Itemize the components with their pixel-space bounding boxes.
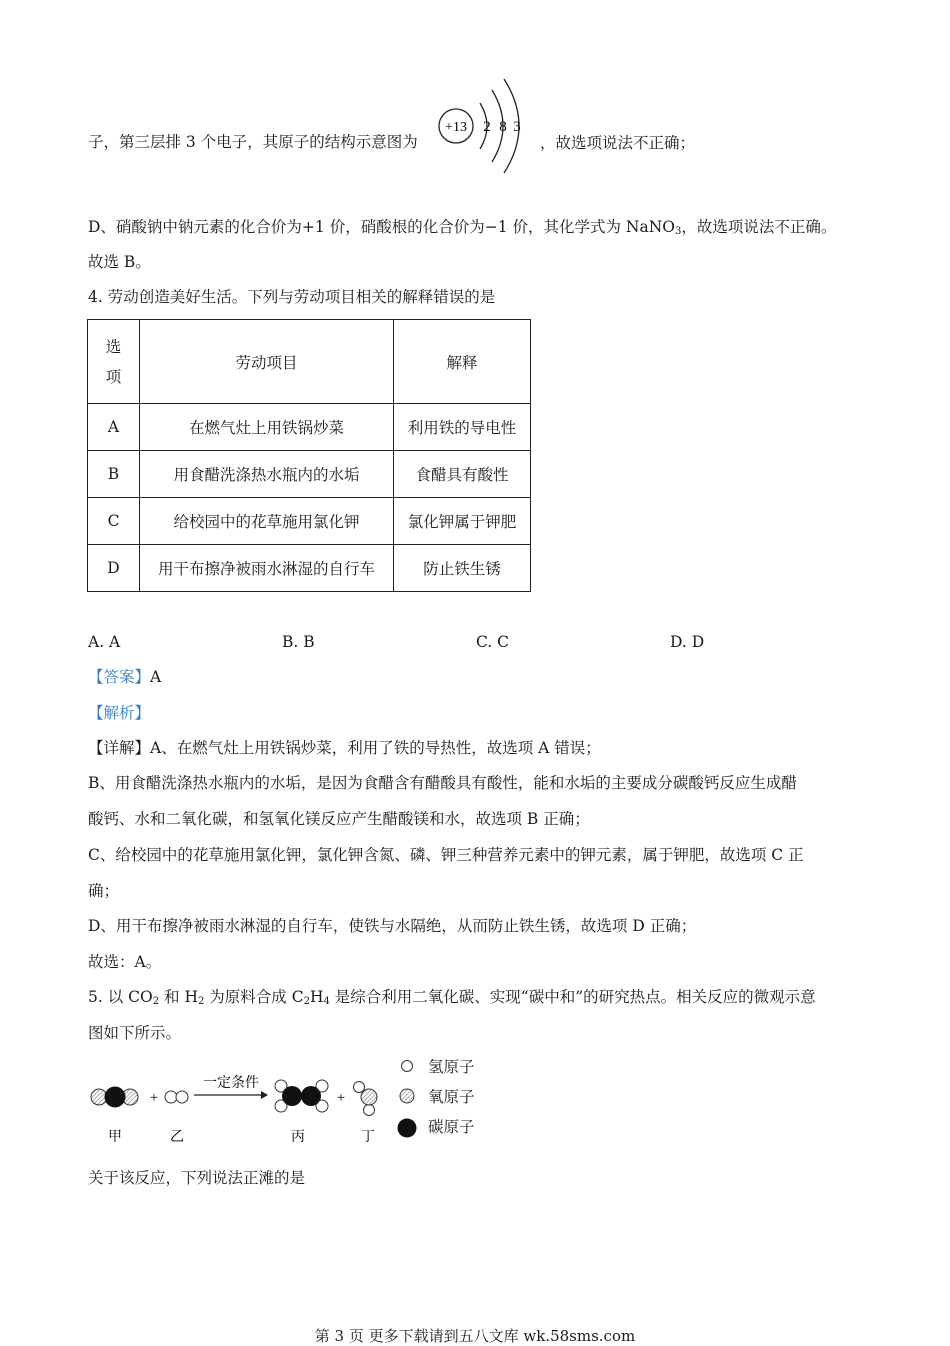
detail-b-1: B、用食醋洗涤热水瓶内的水垢，是因为食醋含有醋酸具有酸性，能和水垢的主要成分碳酸钙反应生成醋: [88, 774, 797, 792]
plus-sign-2: +: [336, 1090, 346, 1106]
detail-c-1: C、给校园中的花草施用氯化钾，氯化钾含氮、磷、钾三种营养元素中的钾元素，属于钾肥，故选项 C 正: [88, 846, 804, 864]
reaction-arrow-icon: [261, 1091, 268, 1099]
co2-molecule: [91, 1087, 138, 1107]
detail-d: D、用干布擦净被雨水淋湿的自行车，使铁与水隔绝，从而防止铁生锈，故选项 D 正确；: [88, 917, 697, 935]
choice-d: D. D: [670, 633, 705, 651]
hydrogen-atom-icon: [396, 1058, 420, 1074]
label-jia: 甲: [108, 1129, 122, 1145]
choice-c: C. C: [476, 633, 510, 651]
analysis-tag: 【解析】: [88, 704, 151, 722]
q5-stem: 5. 以 $CO_2$ 和 $H_2$ 为原料合成 $C_2H_4$ 是综合利用二氧化碳、实现“碳中和”的研究热点。相关反应的微观示意: [88, 988, 816, 1007]
oxygen-atom-icon: [396, 1088, 420, 1106]
plus-sign-1: +: [149, 1090, 159, 1106]
shell3-electrons: 3: [513, 119, 521, 135]
nucleus-charge: +13: [445, 120, 467, 135]
row-explain: 利用铁的导电性: [394, 404, 531, 451]
row-option: A: [88, 404, 140, 451]
table-row: [88, 451, 531, 498]
legend-hydrogen: 氢原子: [396, 1055, 516, 1077]
answer-tag: 【答案】: [88, 668, 151, 686]
header-explanation: 解释: [394, 320, 531, 404]
row-option: B: [88, 451, 140, 498]
q5-question: 关于该反应，下列说法正滩的是: [88, 1169, 306, 1187]
c2h4-molecule: [275, 1080, 328, 1112]
carbon-atom-icon: [396, 1118, 420, 1140]
table-row: [88, 498, 531, 545]
answer-line: [88, 666, 161, 688]
legend-carbon: 碳原子: [396, 1115, 516, 1137]
label-bing: 丙: [291, 1129, 305, 1145]
row-option: D: [88, 545, 140, 592]
header-labor-item: 劳动项目: [140, 320, 394, 404]
para-c-tail: ，故选项说法不正确；: [540, 134, 696, 152]
shell1-electrons: 2: [483, 119, 491, 135]
detail-b-2: 酸钙、水和二氧化碳，和氢氧化镁反应产生醋酸镁和水，故选项 B 正确；: [88, 810, 590, 828]
conclusion-q3: 故选 B。: [88, 253, 151, 271]
legend-oxygen: 氧原子: [396, 1085, 516, 1107]
para-d: D、硝酸钠中钠元素的化合价为+1 价，硝酸根的化合价为−1 价，其化学式为 NaNO$_3$，故选项说法不正确。: [88, 218, 837, 237]
h2o-molecule: [354, 1082, 378, 1116]
row-item: 在燃气灶上用铁锅炒菜: [140, 404, 394, 451]
q4-stem: 4. 劳动创造美好生活。下列与劳动项目相关的解释错误的是: [88, 288, 496, 306]
shell2-electrons: 8: [499, 119, 507, 135]
label-ding: 丁: [361, 1129, 375, 1145]
row-item: 用食醋洗涤热水瓶内的水垢: [140, 451, 394, 498]
page-footer: 第 3 页 更多下载请到五八文库 wk.58sms.com: [314, 1327, 636, 1345]
h2-molecule: [165, 1091, 188, 1103]
row-explain: 食醋具有酸性: [394, 451, 531, 498]
aluminum-atom-structure-diagram: [436, 76, 536, 180]
table-header-row: [88, 320, 531, 404]
para-c-text: 子，第三层排 3 个电子，其原子的结构示意图为: [88, 133, 418, 151]
choice-b: B. B: [282, 633, 315, 651]
header-option: 选 项: [88, 320, 140, 404]
row-item: 用干布擦净被雨水淋湿的自行车: [140, 545, 394, 592]
table-row: [88, 545, 531, 592]
conclusion-q4: 故选：A。: [88, 953, 162, 971]
answer-value: A: [150, 668, 162, 686]
choice-a: A. A: [88, 633, 121, 651]
detail-a: 【详解】A、在燃气灶上用铁锅炒菜，利用了铁的导热性，故选项 A 错误；: [88, 739, 601, 757]
row-explain: 防止铁生锈: [394, 545, 531, 592]
detail-c-2: 确；: [88, 882, 120, 900]
row-item: 给校园中的花草施用氯化钾: [140, 498, 394, 545]
label-yi: 乙: [170, 1129, 184, 1145]
q4-table: [87, 319, 531, 592]
row-explain: 氯化钾属于钾肥: [394, 498, 531, 545]
row-option: C: [88, 498, 140, 545]
arrow-condition: 一定条件: [203, 1075, 259, 1091]
q5-stem-line2: 图如下所示。: [88, 1024, 182, 1042]
table-row: [88, 404, 531, 451]
